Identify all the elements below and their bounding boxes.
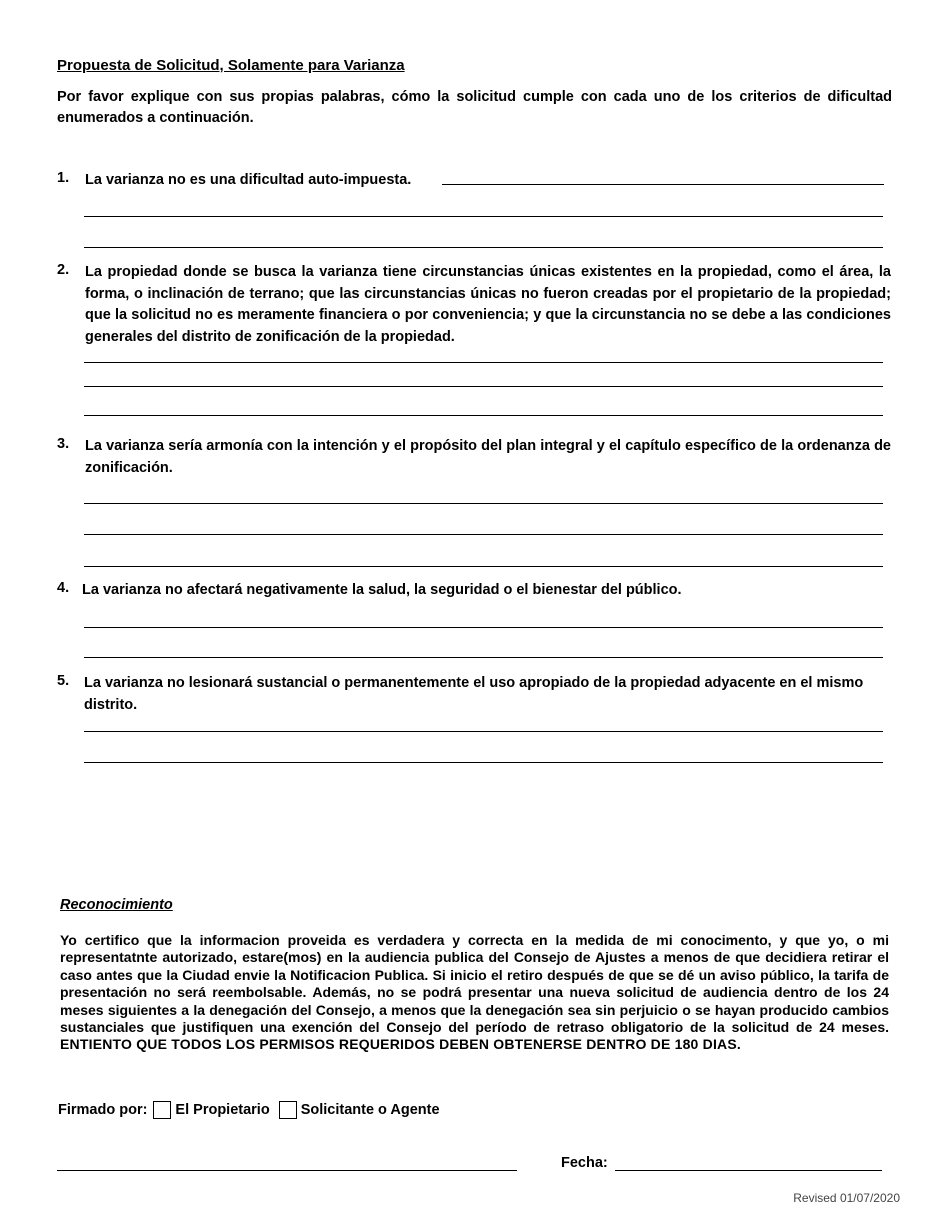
signature-line[interactable] xyxy=(57,1170,517,1171)
criterion-1-answer-line[interactable] xyxy=(442,184,884,185)
criterion-2-answer-line[interactable] xyxy=(84,362,883,363)
acknowledgement-title: Reconocimiento xyxy=(60,897,173,913)
owner-checkbox[interactable] xyxy=(153,1101,171,1119)
acknowledgement-text: Yo certifico que la informacion proveida es verdadera y correcta en la medida de mi conocimento, y que yo, o mi representatnte autorizado, estare(mos) en la audiencia publica del Consejo de Ajustes a menos de que decidiera retirar el caso antes que la Ciudad envie la Notificacion Publica. Si inicio el retiro después de que se dé un aviso público, la tarifa de presentación no será reembolsable. Además, no se podrá presentar una nueva solicitud de audiencia dentro de los 24 meses siguientes a la denegación del Consejo, a menos que la denegación sea sin perjuicio o se hayan producido cambios sustanciales que justifiquen una exención del Consejo del período de retraso obligatorio de la solicitud de 24 meses. xyxy=(60,932,889,1036)
criterion-5-answer-line[interactable] xyxy=(84,762,883,763)
criterion-4-text: La varianza no afectará negativamente la salud, la seguridad o el bienestar del público. xyxy=(82,582,682,598)
criterion-1-number: 1. xyxy=(57,170,70,186)
date-label: Fecha: xyxy=(561,1155,608,1171)
criterion-3-number: 3. xyxy=(57,436,70,452)
criterion-4-answer-line[interactable] xyxy=(84,627,883,628)
acknowledgement-body xyxy=(60,932,889,1054)
criterion-4-answer-line[interactable] xyxy=(84,657,883,658)
criterion-3-answer-line[interactable] xyxy=(84,566,883,567)
criterion-3-text: La varianza sería armonía con la intención y el propósito del plan integral y el capítulo específico de la ordenanza de zonificación. xyxy=(85,438,891,476)
criterion-5-text: La varianza no lesionará sustancial o permanentemente el uso apropiado de la propiedad adyacente en el mismo distrito. xyxy=(84,675,864,713)
intro-paragraph: Por favor explique con sus propias palabras, cómo la solicitud cumple con cada uno de los criterios de dificultad enumerados a continuación. xyxy=(57,89,892,126)
criterion-3-answer-line[interactable] xyxy=(84,534,883,535)
criterion-2-number: 2. xyxy=(57,262,70,278)
criterion-4-number: 4. xyxy=(57,580,70,596)
criterion-5-answer-line[interactable] xyxy=(84,731,883,732)
criterion-1-text: La varianza no es una dificultad auto-impuesta. xyxy=(85,172,412,188)
criterion-2-answer-line[interactable] xyxy=(84,386,883,387)
acknowledgement-emphasis: ENTIENTO QUE TODOS LOS PERMISOS REQUERIDOS DEBEN OBTENERSE DENTRO DE 180 DIAS. xyxy=(60,1036,741,1053)
date-line[interactable] xyxy=(615,1170,882,1171)
applicant-checkbox[interactable] xyxy=(279,1101,297,1119)
signed-by-label: Firmado por: xyxy=(58,1102,148,1118)
criterion-3-answer-line[interactable] xyxy=(84,503,883,504)
criterion-2-answer-line[interactable] xyxy=(84,415,883,416)
criterion-2-text: La propiedad donde se busca la varianza tiene circunstancias únicas existentes en la propiedad, como el área, la forma, o inclinación de terrano; que las circunstancias únicas no fueron creadas por el propietario de la propiedad; que la solicitud no es meramente financiera o por conveniencia; y que la circunstancia no se debe a las condiciones generales del distrito de zonificación de la propiedad. xyxy=(85,264,891,345)
criterion-5-number: 5. xyxy=(57,673,70,689)
applicant-option-label: Solicitante o Agente xyxy=(300,1102,440,1118)
revision-date: Revised 01/07/2020 xyxy=(793,1191,900,1205)
criterion-1-answer-line[interactable] xyxy=(84,247,883,248)
signed-by-row xyxy=(58,1101,440,1119)
section-title: Propuesta de Solicitud, Solamente para Varianza xyxy=(57,57,405,74)
criterion-1-answer-line[interactable] xyxy=(84,216,883,217)
owner-option-label: El Propietario xyxy=(175,1102,270,1118)
